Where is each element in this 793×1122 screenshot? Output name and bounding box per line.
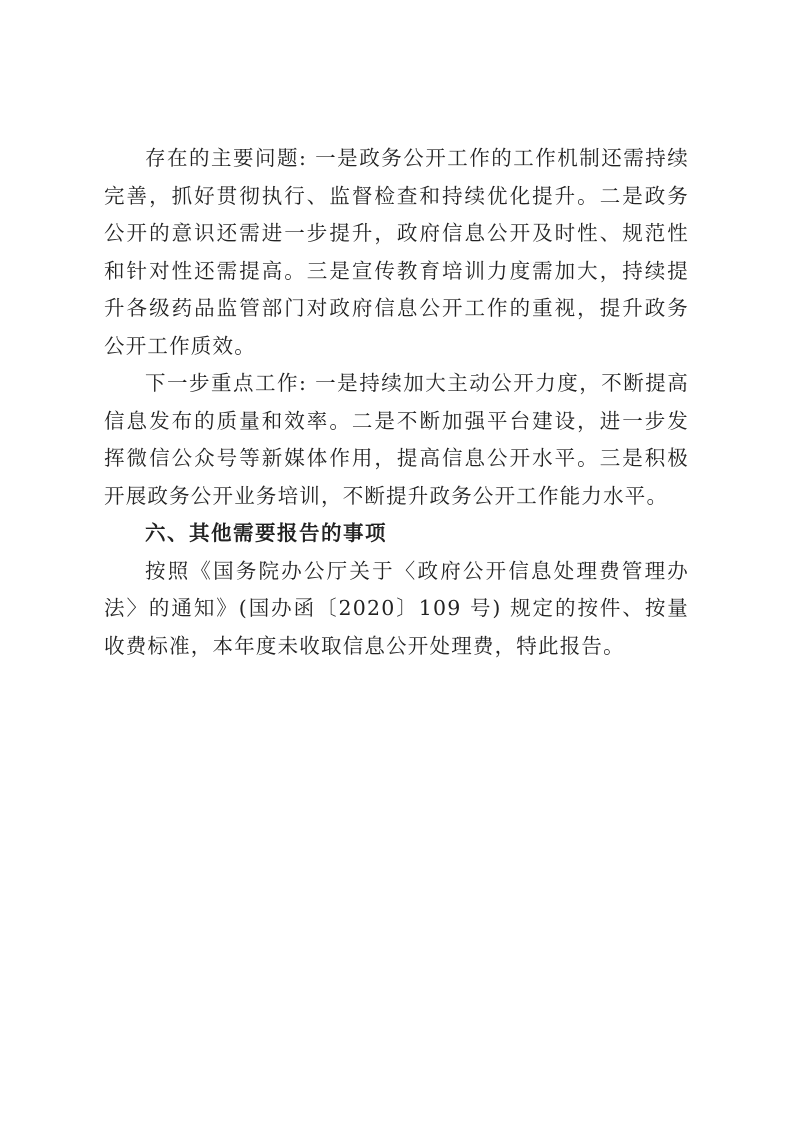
problems-paragraph	[104, 140, 689, 365]
document-body	[104, 140, 689, 665]
next-steps-lead: 下一步重点工作	[145, 371, 300, 395]
next-steps-paragraph	[104, 365, 689, 515]
problems-lead: 存在的主要问题	[145, 146, 300, 170]
section-6-heading: 六、其他需要报告的事项	[145, 521, 387, 545]
section-6-paragraph: 按照《国务院办公厅关于〈政府公开信息处理费管理办法〉的通知》(国办函〔2020〕109 号) 规定的按件、按量收费标准，本年度未收取信息公开处理费，特此报告。	[104, 558, 689, 658]
next-steps-body: : 一是持续加大主动公开力度，不断提高信息发布的质量和效率。二是不断加强平台建设，进一步发挥微信公众号等新媒体作用，提高信息公开水平。三是积极开展政务公开业务培训，不断提升政务公开工作能力水平。	[104, 371, 689, 508]
problems-body: : 一是政务公开工作的工作机制还需持续完善，抓好贯彻执行、监督检查和持续优化提升。二是政务公开的意识还需进一步提升，政府信息公开及时性、规范性和针对性还需提高。三是宣传教育培训力度需加大，持续提升各级药品监管部门对政府信息公开工作的重视，提升政务公开工作质效。	[104, 146, 689, 358]
